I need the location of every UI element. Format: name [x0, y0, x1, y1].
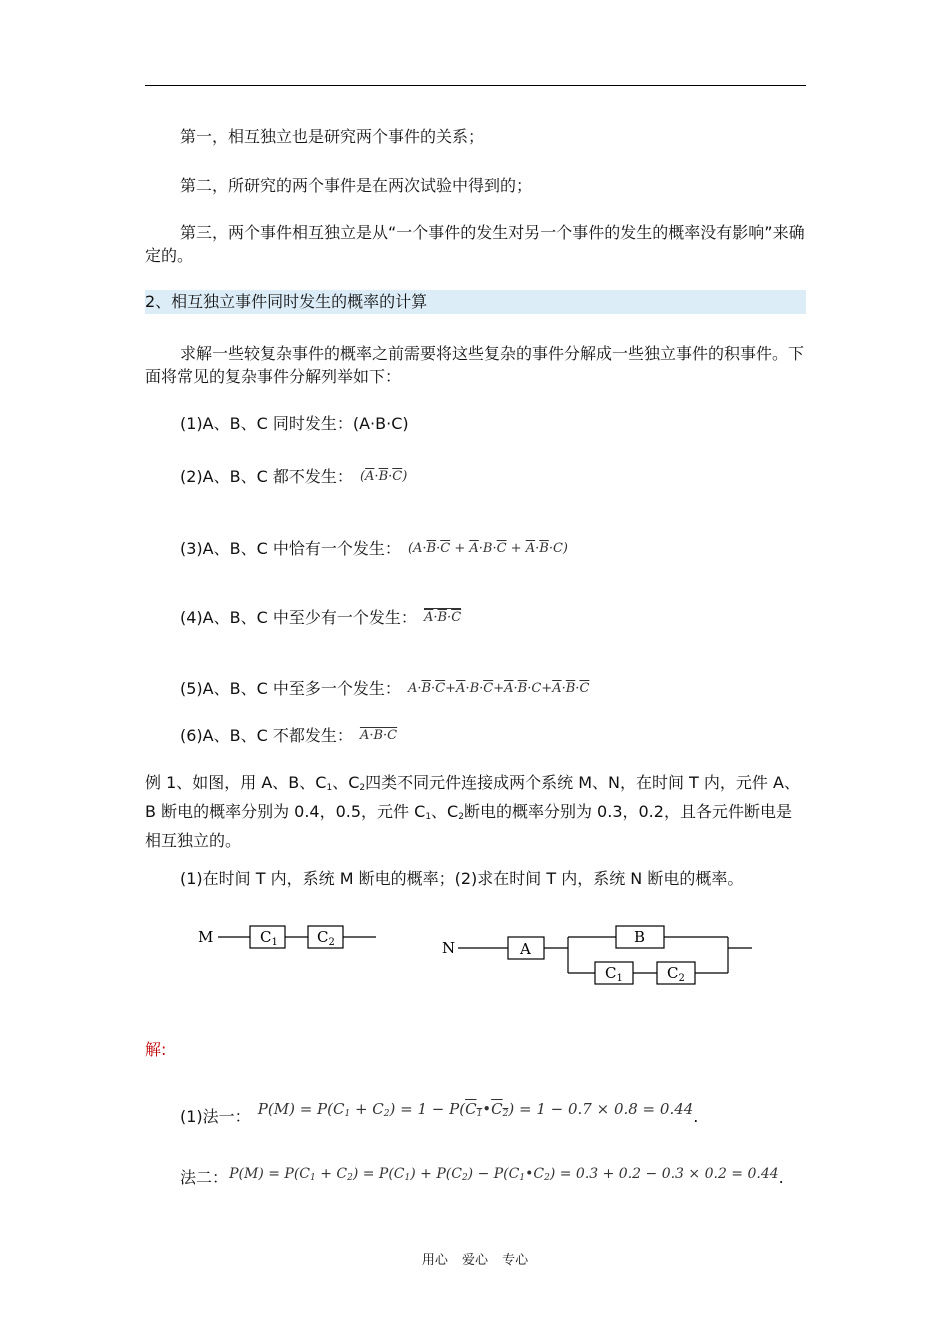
paragraph-2: 第二，所研究的两个事件是在两次试验中得到的； — [180, 176, 533, 195]
label-c1-m: $C_1$ — [260, 928, 278, 948]
item-label: (5)A、B、C 中至多一个发生： — [180, 679, 401, 698]
label-n: N — [442, 939, 456, 957]
method-2-label: 法二： — [180, 1168, 229, 1187]
label-m: M — [198, 928, 214, 946]
item-label: (6)A、B、C 不都发生： — [180, 726, 353, 745]
question-text: (1)在时间 T 内，系统 M 断电的概率；(2)求在时间 T 内，系统 N 断电的概率。 — [180, 869, 744, 888]
method-1-label: (1)法一： — [180, 1107, 251, 1126]
list-item-4 — [180, 606, 461, 629]
item-formula: (A·B·C) — [352, 414, 409, 433]
solution-label: 解: — [145, 1040, 167, 1059]
label-c1-n: $C_1$ — [605, 964, 623, 984]
item-label: (3)A、B、C 中恰有一个发生： — [180, 539, 401, 558]
paragraph-1: 第一，相互独立也是研究两个事件的关系； — [180, 127, 485, 146]
method-1-formula: $P(M) = P(C_1 + C_2) = 1$ − $P(C_1•C_2) = 1 - 0.7 \times 0.8 = 0.44$ — [257, 1100, 694, 1119]
item-formula: $A\cdot\overline{B}\cdot\overline{C}+\overline{A}\cdot B\cdot\overline{C}+\overline{A}\cdot\overline{B}\cdot C+\overline{A}\cdot\overline{B}\cdot\overline{C}$ — [407, 681, 590, 696]
item-label: (2)A、B、C 都不发生： — [180, 467, 353, 486]
list-item-6 — [180, 724, 397, 747]
item-label: (4)A、B、C 中至少有一个发生： — [180, 608, 417, 627]
circuit-diagram — [190, 915, 770, 995]
example-paragraph: 例 1、如图，用 A、B、$C_1$、$C_2$四类不同元件连接成两个系统 M、N，在时间 T 内，元件 A、B 断电的概率分别为 0.4，0.5，元件 $C_1$、$C_2$断电的概率分别为 0.3，0.2，且各元件断电是相互独立的。 — [145, 773, 800, 850]
header-rule — [145, 85, 806, 86]
item-label: (1)A、B、C 同时发生： — [180, 414, 353, 433]
list-item-3 — [180, 537, 568, 560]
label-c2-n: $C_2$ — [667, 964, 685, 984]
paragraph-3: 第三，两个事件相互独立是从“一个事件的发生对另一个事件的发生的概率没有影响”来确定的。 — [145, 223, 805, 265]
item-formula: $(A\cdot\overline{B}\cdot\overline{C} + \overline{A}\cdot B\cdot\overline{C} + \overline{A}\cdot\overline{B}\cdot C)$ — [407, 541, 568, 556]
label-c2-m: $C_2$ — [317, 928, 335, 948]
item-formula: $\overline{A}\cdot\overline{B}\cdot\overline{C}$ — [423, 610, 462, 625]
section-heading: 2、相互独立事件同时发生的概率的计算 — [145, 290, 806, 314]
page-footer: 用心 爱心 专心 — [421, 1253, 529, 1268]
label-b: B — [634, 928, 646, 946]
list-item-2 — [180, 465, 407, 488]
method-2-formula: $P(M) = P(C_1 + C_2) = P(C_1) + P(C_2)$ − $P(C_1•C_2) = 0.3 + 0.2 - 0.3 \times 0.2 = 0.44$ — [229, 1166, 779, 1183]
list-item-1 — [180, 412, 409, 435]
item-formula: $(\overline{A}\cdot\overline{B}\cdot\overline{C})$ — [359, 469, 408, 484]
item-formula: A·B·C — [359, 728, 398, 743]
method-2: 法二： $P(M) = P(C_1 + C_2) = P(C_1) + P(C_2)$ − $P(C_1•C_2) = 0.3 + 0.2 - 0.3 \times 0.2 = 0.44$. — [180, 1166, 784, 1187]
label-a: A — [520, 940, 531, 958]
intro-paragraph: 求解一些较复杂事件的概率之前需要将这些复杂的事件分解成一些独立事件的积事件。下面将常见的复杂事件分解列举如下： — [145, 344, 805, 386]
list-item-5 — [180, 677, 589, 700]
method-1: (1)法一： $P(M) = P(C_1 + C_2) = 1$ − $P(C_1•C_2) = 1 - 0.7 \times 0.8 = 0.44$. — [180, 1100, 699, 1126]
